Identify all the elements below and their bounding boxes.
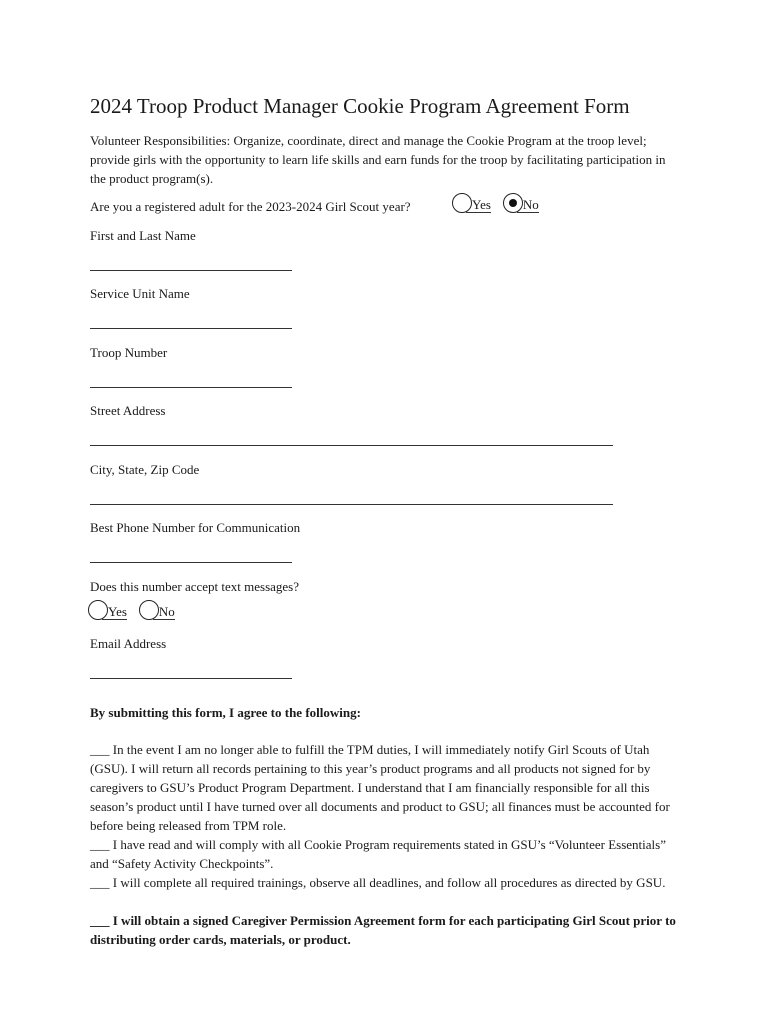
registered-yes-label: Yes: [466, 197, 491, 213]
city-label: City, State, Zip Code: [90, 462, 200, 477]
text-no-label: No: [153, 604, 175, 620]
text-yes-label: Yes: [102, 604, 127, 620]
registered-question: Are you a registered adult for the 2023-2024 Girl Scout year?: [90, 199, 411, 214]
email-field[interactable]: [90, 678, 292, 679]
text-no-option[interactable]: [139, 600, 175, 620]
name-field[interactable]: [90, 270, 292, 271]
registered-no-option[interactable]: [503, 193, 539, 213]
agreement-4: ___ I will obtain a signed Caregiver Permission Agreement form for each participating Girl Scout prior to distributing order cards, materials, or product.: [90, 913, 676, 947]
agreement-1: ___ In the event I am no longer able to fulfill the TPM duties, I will immediately notify Girl Scouts of Utah (GSU). I will return all records pertaining to this year’s product programs and all products not signed for by caregivers to GSU’s Product Program Department. I understand that I am financially responsible for all this season’s product until I have turned over all documents and product to GSU; all finances must be accounted for before being released from TPM role.: [90, 742, 670, 833]
agreement-heading: By submitting this form, I agree to the following:: [90, 705, 361, 720]
street-field[interactable]: [90, 445, 613, 446]
troop-number-field[interactable]: [90, 387, 292, 388]
city-field[interactable]: [90, 504, 613, 505]
street-label: Street Address: [90, 403, 166, 418]
service-unit-label: Service Unit Name: [90, 286, 190, 301]
email-label: Email Address: [90, 636, 167, 651]
registered-radio-group: [452, 193, 551, 213]
agreement-3: ___ I will complete all required trainings, observe all deadlines, and follow all procedures as directed by GSU.: [90, 875, 666, 890]
troop-number-label: Troop Number: [90, 345, 168, 360]
registered-no-label: No: [517, 197, 539, 213]
text-yes-option[interactable]: [88, 600, 127, 620]
form-title: 2024 Troop Product Manager Cookie Program Agreement Form: [90, 94, 630, 118]
service-unit-field[interactable]: [90, 328, 292, 329]
text-question: Does this number accept text messages?: [90, 579, 300, 594]
phone-field[interactable]: [90, 562, 292, 563]
agreement-2: ___ I have read and will comply with all Cookie Program requirements stated in GSU’s “Volunteer Essentials” and “Safety Activity Checkpoints”.: [90, 837, 666, 871]
name-label: First and Last Name: [90, 228, 196, 243]
text-radio-group: [88, 600, 187, 620]
intro-text: Volunteer Responsibilities: Organize, coordinate, direct and manage the Cookie Program at the troop level; provide girls with the opportunity to learn life skills and earn funds for the troop by facilitating participation in the product program(s).: [90, 133, 666, 186]
registered-yes-option[interactable]: [452, 193, 491, 213]
phone-label: Best Phone Number for Communication: [90, 520, 301, 535]
